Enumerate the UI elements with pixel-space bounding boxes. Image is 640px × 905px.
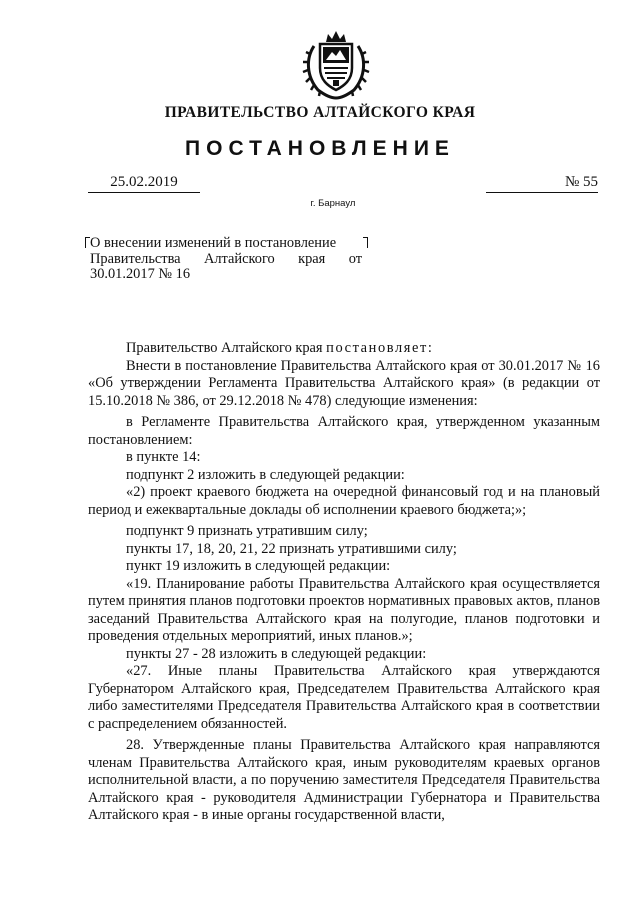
subject-line-1: О внесении изменений в постановление [90, 235, 337, 251]
document-number: № 55 [486, 174, 598, 193]
subject-word: Правительства [90, 250, 181, 267]
paragraph: 28. Утвержденные планы Правительства Алтайского края направляются членам Правительства Алтайского края, иным руководителям краевых органов исполнительной власти, а по поручению заместителя Председателя Правительства Алтайского края - руководителя Администрации Губернатора и Правительства Алтайского края - в иные органы государственной власти, [88, 737, 600, 823]
subject-line-3: 30.01.2017 № 16 [90, 266, 191, 282]
subject-corner-left-mark [85, 237, 90, 248]
city-label [0, 198, 640, 209]
paragraph: подпункт 2 изложить в следующей редакции: [126, 466, 405, 483]
subject-word: Алтайского [203, 250, 275, 267]
subject-word: края [298, 250, 326, 267]
paragraph-resolution [88, 340, 600, 358]
altai-krai-coat-of-arms-icon [300, 28, 372, 102]
paragraph: «27. Иные планы Правительства Алтайского края утверждаются Губернатором Алтайского края, Председателем Правительства Алтайского края либо заместителями Председателя Правительства Алтайского края в соответствии с распределением обязанностей. [88, 663, 600, 732]
resolution-prefix: Правительство Алтайского края [126, 340, 327, 356]
paragraph: пункт 19 изложить в следующей редакции: [126, 558, 391, 574]
subject-corner-right-mark [363, 237, 368, 248]
document-body [88, 340, 600, 825]
paragraph: «2) проект краевого бюджета на очередной финансовый год и на плановый период и ежеквартальные доклады об исполнении краевого бюджета;»; [88, 484, 600, 518]
subject-word: от [348, 250, 362, 267]
paragraph: пункты 27 - 28 изложить в следующей редакции: [126, 645, 427, 662]
city-text: г. Барнаул [310, 198, 356, 209]
paragraph: пункты 17, 18, 20, 21, 22 признать утратившими силу; [126, 540, 457, 557]
document-subject [90, 236, 362, 283]
organization-title: ПРАВИТЕЛЬСТВО АЛТАЙСКОГО КРАЯ [164, 104, 476, 121]
subject-line-2 [90, 252, 362, 268]
paragraph: «19. Планирование работы Правительства Алтайского края осуществляется путем принятия планов подготовки проектов нормативных правовых актов, планов заседаний Правительства Алтайского края на полугодие, планов подготовки и проведения отдельных мероприятий, иных планов.»; [88, 575, 600, 644]
paragraph: Внести в постановление Правительства Алтайского края от 30.01.2017 № 16 «Об утверждении Регламента Правительства Алтайского края» (в редакции от 15.10.2018 № 386, от 29.12.2018 № 478) следующие изменения: [88, 357, 600, 409]
paragraph: в Регламенте Правительства Алтайского края, утвержденном указанным постановлением: [88, 414, 600, 448]
resolution-verb: постановляет: [326, 340, 434, 356]
paragraph: в пункте 14: [126, 449, 201, 465]
document-type-title: ПОСТАНОВЛЕНИЕ [185, 137, 455, 160]
paragraph: подпункт 9 признать утратившим силу; [126, 523, 368, 539]
document-date: 25.02.2019 [88, 174, 200, 193]
